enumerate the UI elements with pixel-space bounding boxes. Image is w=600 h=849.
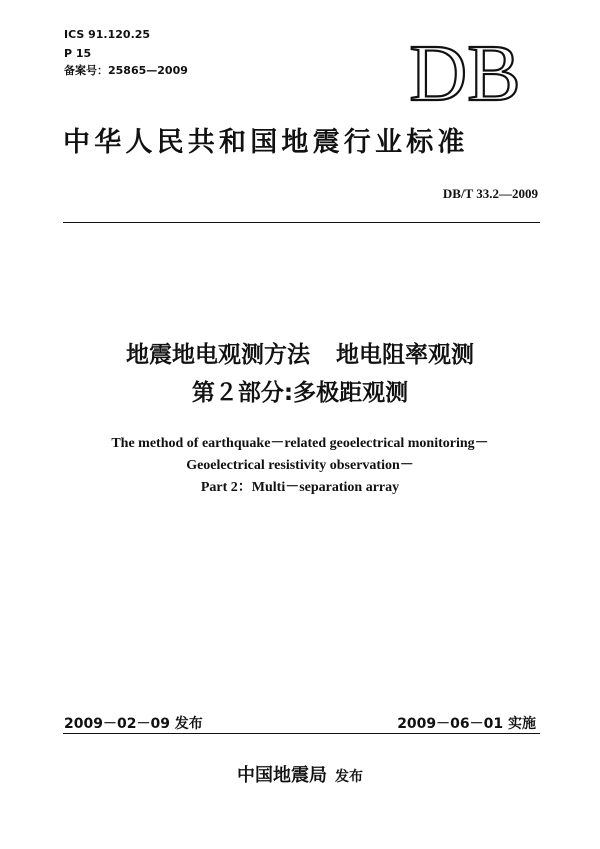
top-divider <box>63 222 540 223</box>
chinese-title-line-1: 地震地电观测方法 地电阻率观测 <box>125 342 474 368</box>
p-code: P 15 <box>64 47 92 60</box>
db-logo <box>395 36 535 108</box>
organization-title: 中华人民共和国地震行业标准 <box>63 127 469 158</box>
implementation-date: 2009－06－01 实施 <box>397 716 536 732</box>
publisher-suffix: 发布 <box>335 769 363 785</box>
chinese-title-line-2: 第２部分:多极距观测 <box>191 380 409 406</box>
issue-date: 2009－02－09 发布 <box>64 716 203 732</box>
filing-number: 备案号：25865—2009 <box>64 64 188 77</box>
english-title-line-1: The method of earthquake－related geoelectrical monitoring－ <box>111 436 489 451</box>
english-title-line-2: Geoelectrical resistivity observation－ <box>186 458 414 473</box>
db-logo-text: DB <box>409 36 521 108</box>
publisher <box>0 761 600 787</box>
bottom-divider <box>63 733 540 734</box>
ics-code: ICS 91.120.25 <box>64 28 151 41</box>
publisher-name: 中国地震局 <box>237 765 327 786</box>
english-title-line-3: Part 2：Multi－separation array <box>200 480 400 495</box>
standard-number: DB/T 33.2—2009 <box>442 186 538 201</box>
